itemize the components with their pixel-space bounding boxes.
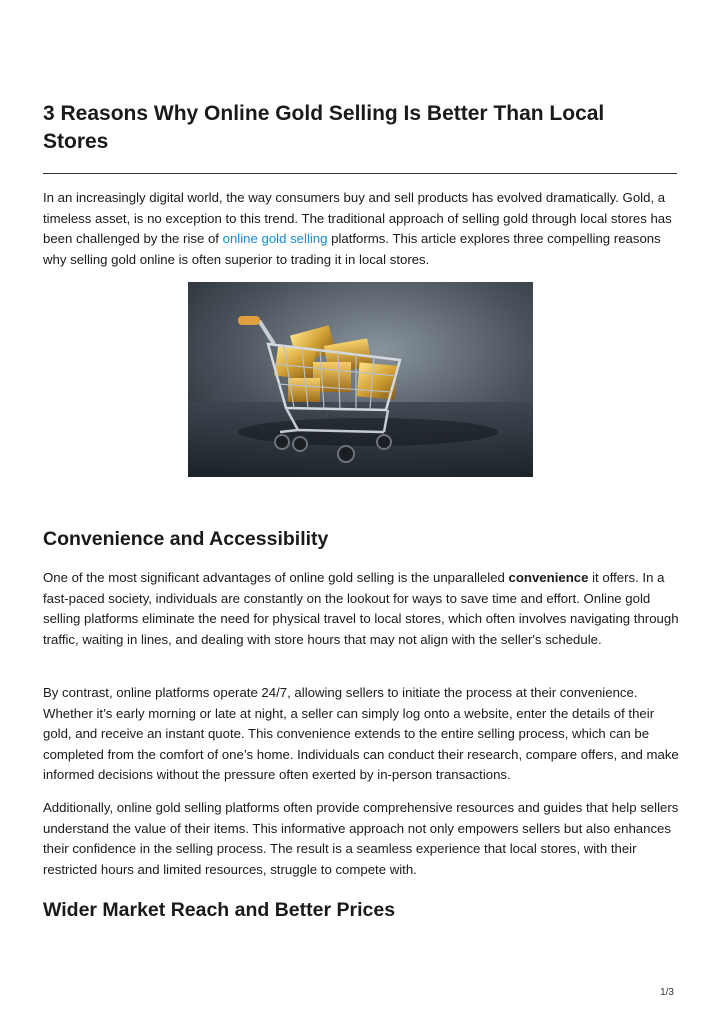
article-title: 3 Reasons Why Online Gold Selling Is Better Than Local Stores	[43, 102, 605, 153]
paragraph: Additionally, online gold selling platforms often provide comprehensive resources and guides that help sellers understand the value of their items. This informative approach not only empowers sellers but also enhances their confidence in the selling process. The result is a seamless experience that local stores, with their restricted hours and limited resources, struggle to compete with.	[43, 800, 679, 877]
section-heading-market-reach: Wider Market Reach and Better Prices	[43, 899, 396, 921]
paragraph-text: it offers. In a fast-paced society, individuals are constantly on the lookout for ways to save time and effort. Online gold selling platforms eliminate the need for physical travel to local stores, which often involves navigating through traffic, waiting in lines, and dealing with store hours that may not align with the seller's schedule.	[43, 570, 679, 647]
section-heading-convenience: Convenience and Accessibility	[43, 528, 329, 550]
intro-text-1: In an increasingly digital world, the way consumers buy and sell products has evolved dramatically. Gold, a timeless asset, is no exception to this trend. The traditional approach of selling gold through local stores has been challenged by the rise of	[43, 190, 672, 246]
shopping-cart-gold-bars-icon	[188, 282, 533, 477]
title-divider	[43, 173, 677, 174]
intro-text-2: platforms. This article explores three compelling reasons why selling gold online is often superior to trading it in local stores.	[43, 231, 661, 267]
bold-convenience: convenience	[508, 570, 589, 585]
paragraph: By contrast, online platforms operate 24/7, allowing sellers to initiate the process at their convenience. Whether it’s early morning or late at night, a seller can simply log onto a website, enter the details of their gold, and receive an instant quote. This convenience extends to the entire selling process, which can be completed from the comfort of one’s home. Individuals can conduct their research, compare offers, and make informed decisions without the pressure often exerted by in-person transactions.	[43, 685, 679, 782]
hero-image	[188, 282, 533, 477]
online-gold-selling-link[interactable]: online gold selling	[222, 231, 328, 246]
page-number: 1/3	[660, 987, 674, 998]
paragraph	[43, 568, 683, 650]
intro-paragraph	[43, 188, 683, 270]
paragraph-text: One of the most significant advantages of online gold selling is the unparalleled	[43, 570, 509, 585]
